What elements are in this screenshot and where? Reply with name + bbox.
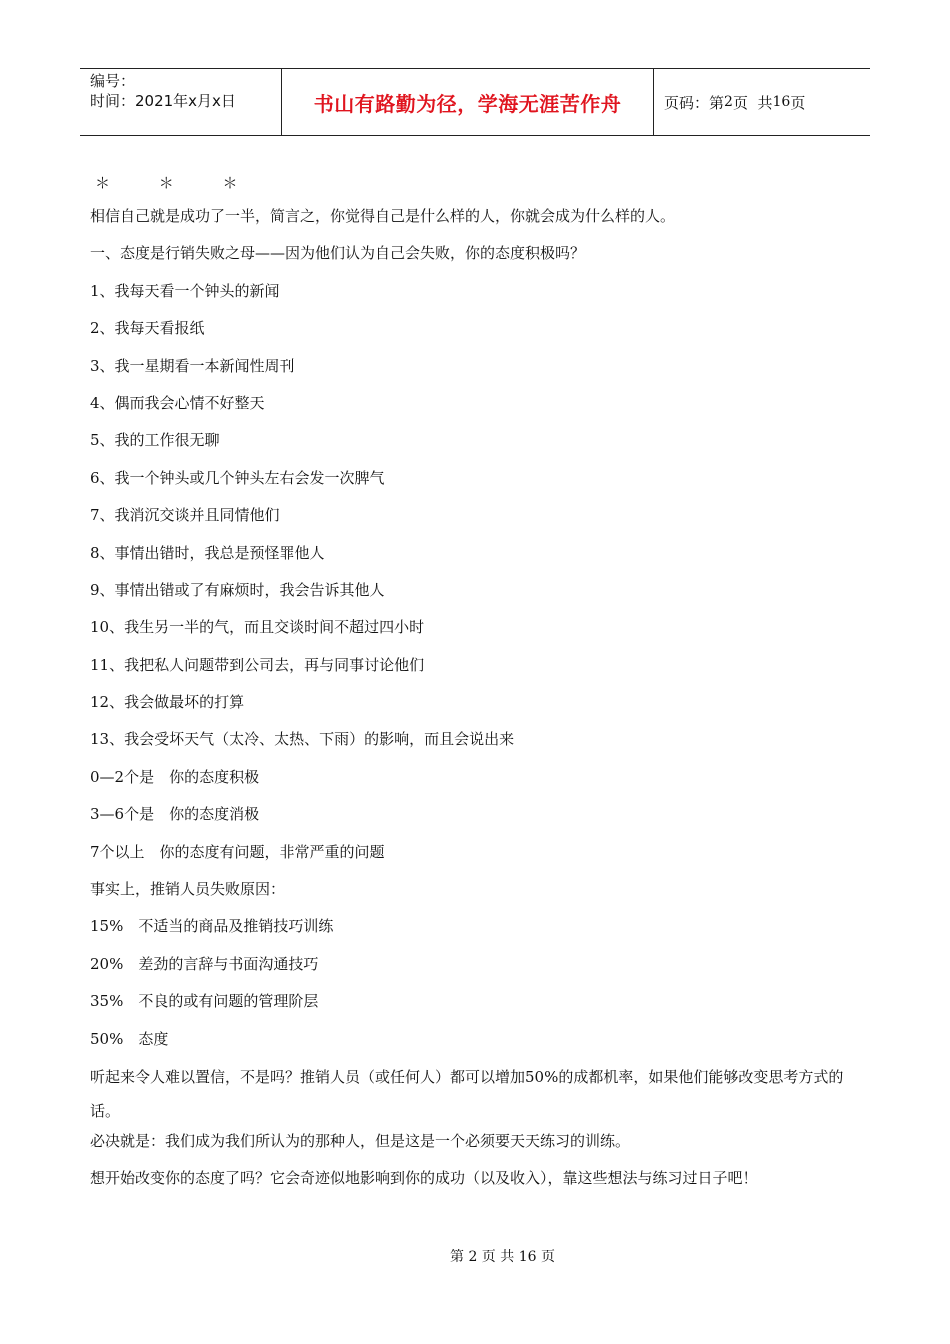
document-body xyxy=(90,206,865,1206)
page-footer: 第 2 页 共 16 页 xyxy=(450,1249,555,1265)
reason-line: 15% 不适当的商品及推销技巧训练 xyxy=(90,917,334,936)
list-item: 3、我一星期看一本新闻性周刊 xyxy=(90,356,295,375)
body-line: 必决就是：我们成为我们所认为的那种人，但是这是一个必须要天天练习的训练。 xyxy=(90,1131,631,1150)
header-motto: 书山有路勤为径，学海无涯苦作舟 xyxy=(282,69,654,135)
reason-line: 35% 不良的或有问题的管理阶层 xyxy=(90,992,319,1011)
page-number: 2 xyxy=(724,94,733,110)
list-item: 4、偶而我会心情不好整天 xyxy=(90,393,265,412)
body-line: 相信自己就是成功了一半，简言之，你觉得自己是什么样的人，你就会成为什么样的人。 xyxy=(90,207,676,225)
body-paragraph: 听起来令人难以置信，不是吗？推销人员（或任何人）都可以增加50%的成都机率，如果他们能够改变思考方式的话。 xyxy=(90,1067,844,1120)
list-item: 5、我的工作很无聊 xyxy=(90,431,220,450)
page-mid: 页 共 xyxy=(732,93,773,112)
list-item: 6、我一个钟头或几个钟头左右会发一次脾气 xyxy=(90,468,385,487)
section-divider-stars: ＊ ＊ ＊ xyxy=(95,174,260,192)
list-item: 10、我生另一半的气，而且交谈时间不超过四小时 xyxy=(90,618,425,637)
list-item: 1、我每天看一个钟头的新闻 xyxy=(90,281,280,300)
header-meta xyxy=(80,69,282,135)
page-suffix: 页 xyxy=(790,93,806,112)
reason-line: 20% 差劲的言辞与书面沟通技巧 xyxy=(90,954,319,973)
body-line: 事实上，推销人员失败原因： xyxy=(90,880,286,899)
page-prefix: 页码：第 xyxy=(664,93,725,112)
list-item: 13、我会受坏天气（太冷、太热、下雨）的影响，而且会说出来 xyxy=(90,730,515,749)
code-label: 编号： xyxy=(90,72,136,90)
document-header xyxy=(80,68,870,136)
body-line: 想开始改变你的态度了吗？它会奇迹似地影响到你的成功（以及收入），靠这些想法与练习过日子吧！ xyxy=(90,1169,758,1188)
header-page-info xyxy=(654,69,870,135)
list-item: 8、事情出错时，我总是预怪罪他人 xyxy=(90,543,325,562)
score-line: 7个以上 你的态度有问题，非常严重的问题 xyxy=(90,842,385,861)
list-item: 11、我把私人问题带到公司去，再与同事讨论他们 xyxy=(90,655,425,674)
body-line: 一、态度是行销失败之母——因为他们认为自己会失败，你的态度积极吗？ xyxy=(90,244,586,263)
reason-line: 50% 态度 xyxy=(90,1029,169,1048)
score-line: 3—6个是 你的态度消极 xyxy=(90,805,260,824)
list-item: 9、事情出错或了有麻烦时，我会告诉其他人 xyxy=(90,580,385,599)
page-total: 16 xyxy=(772,94,791,110)
list-item: 7、我消沉交谈并且同情他们 xyxy=(90,506,280,525)
date-line: 时间：2021年x月x日 xyxy=(90,92,236,110)
list-item: 12、我会做最坏的打算 xyxy=(90,693,245,712)
list-item: 2、我每天看报纸 xyxy=(90,319,205,338)
score-line: 0—2个是 你的态度积极 xyxy=(90,767,260,786)
